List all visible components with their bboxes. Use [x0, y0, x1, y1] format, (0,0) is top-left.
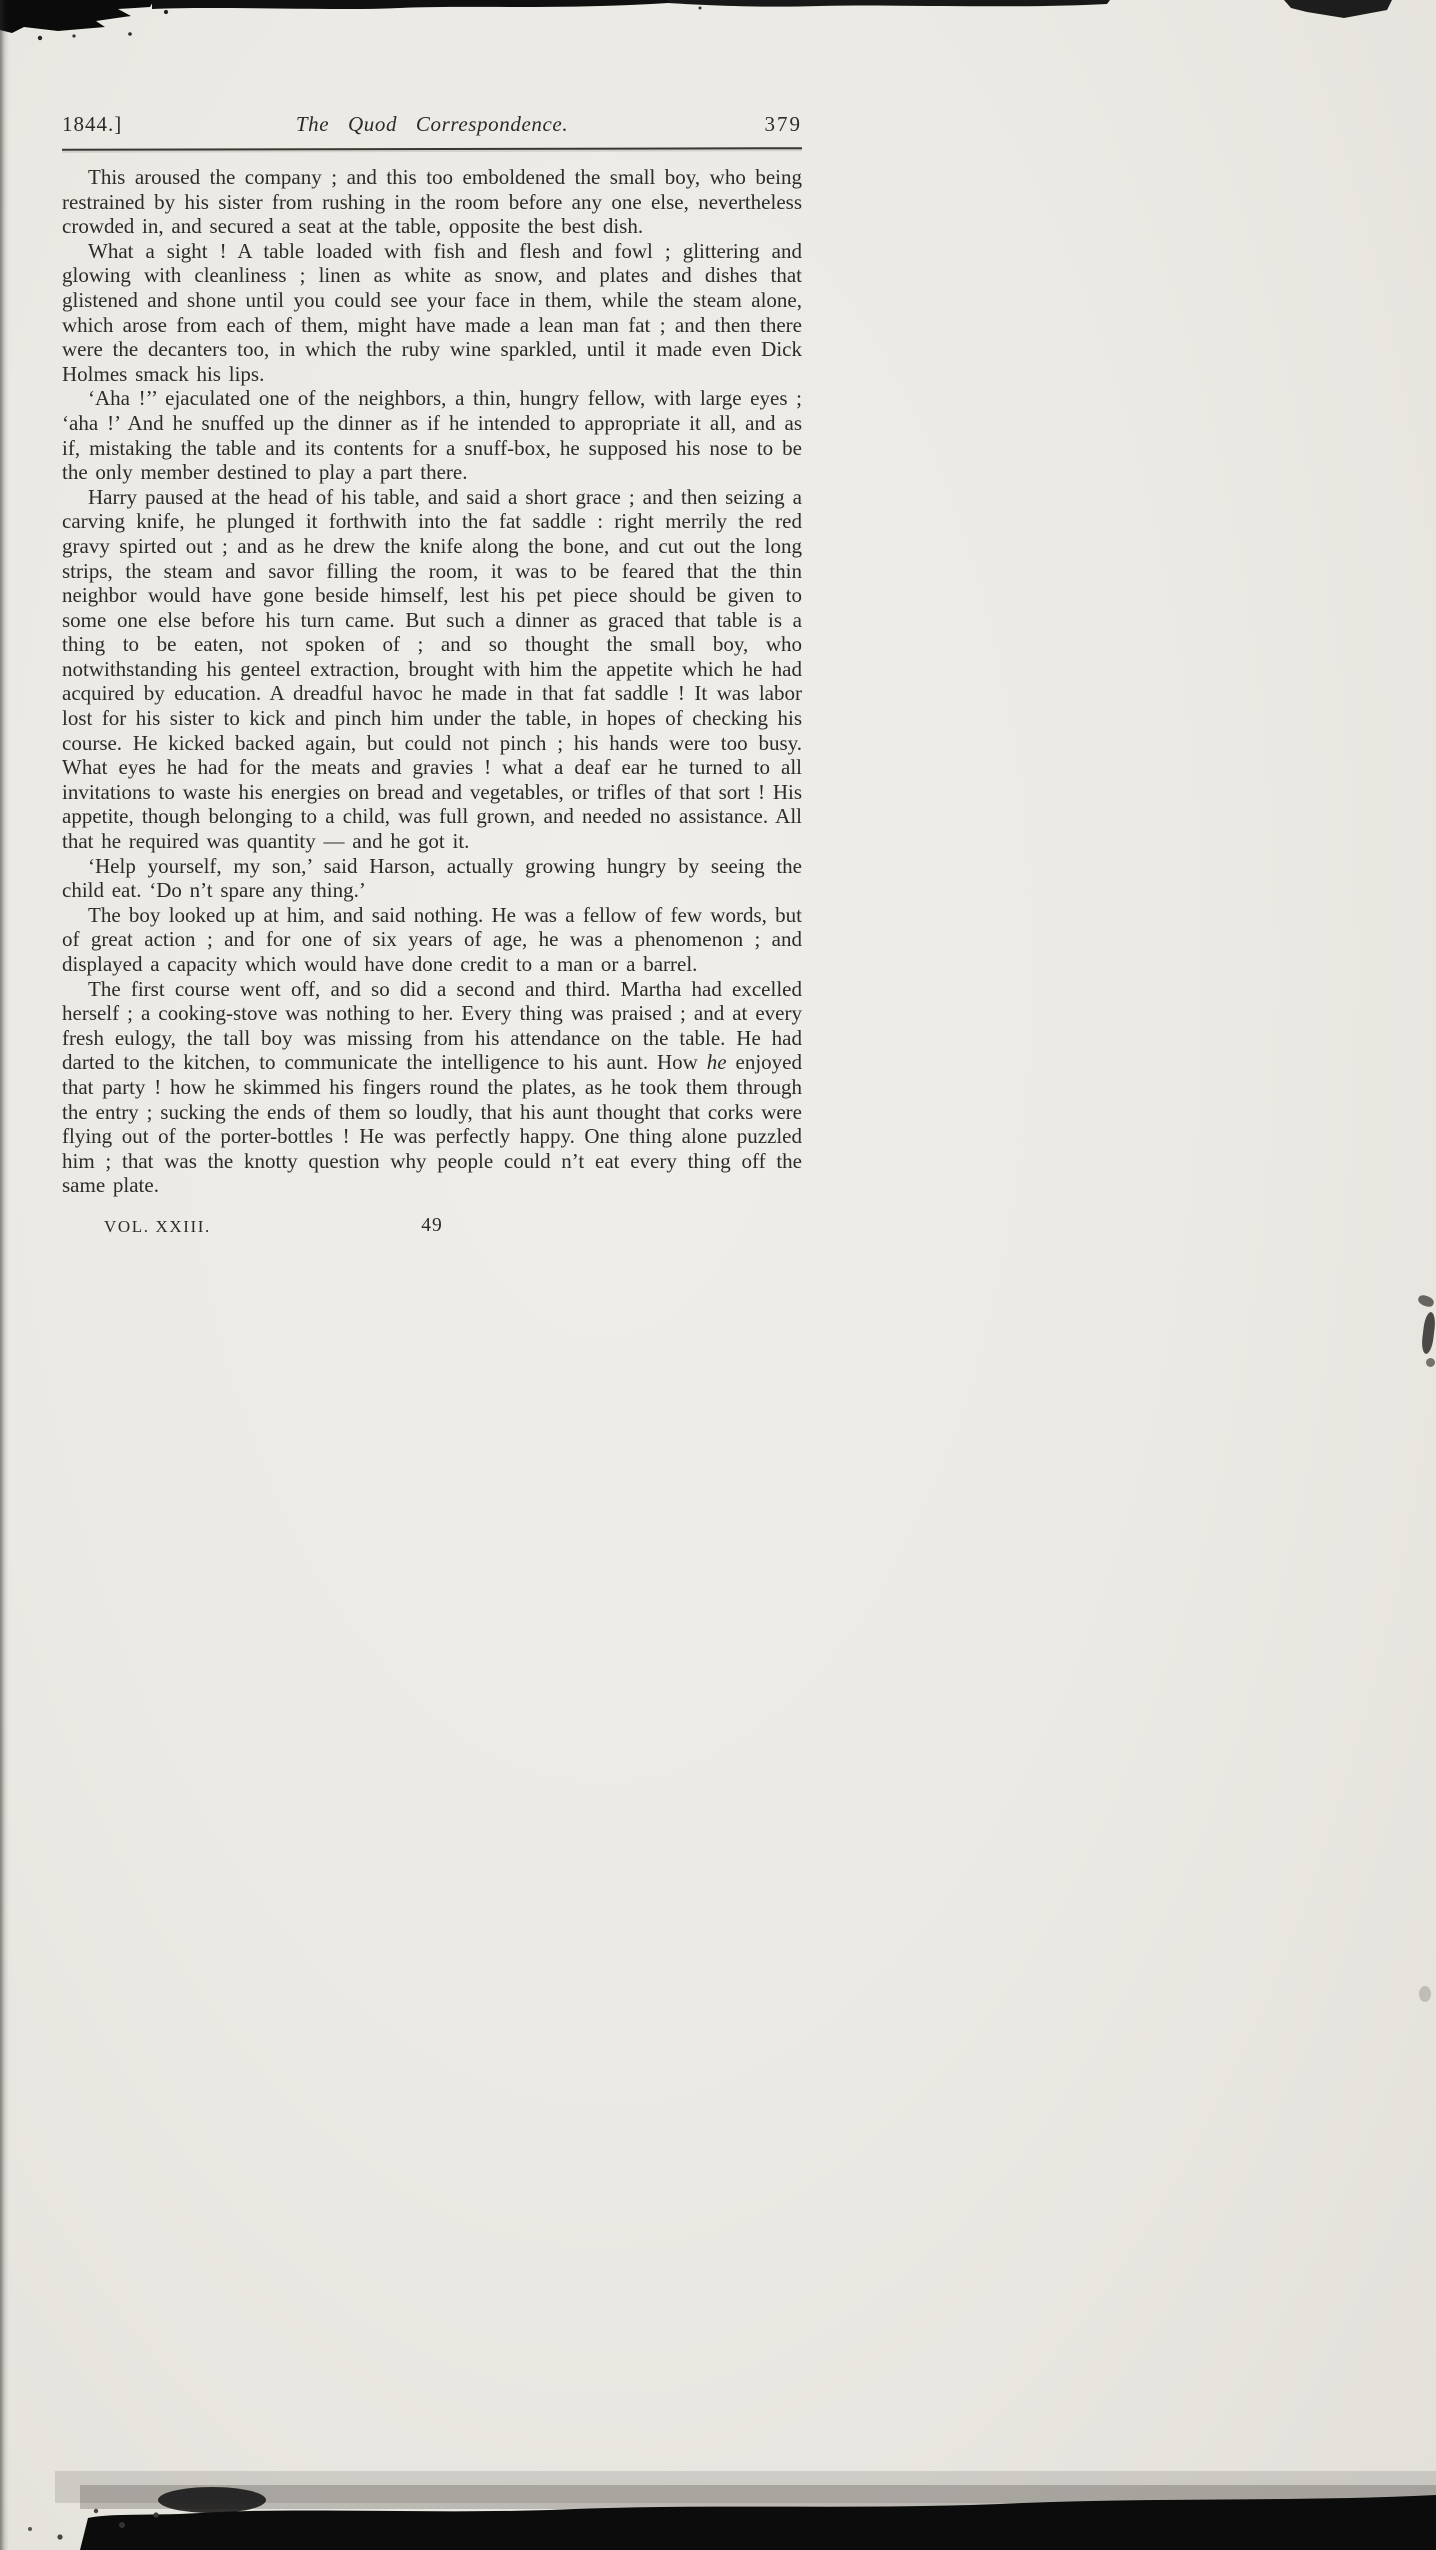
paragraph-4: Harry paused at the head of his table, and said a short grace ; and then seizing a carving knife, he plunged it forthwith into the fat saddle : right merrily the red gravy spirted out ; and as he drew the knife along the bone, and cut out the long strips, the steam and savor filling the room, it was to be feared that the thin neighbor would have gone beside himself, lest his pet piece should be given to some one else before his turn came. But such a dinner as graced that table is a thing to be eaten, not spoken of ; and so thought the small boy, who notwithstanding his genteel extraction, brought with him the appetite which he had acquired by education. A dreadful havoc he made in that fat saddle ! It was labor lost for his sister to kick and pinch him under the table, in hopes of checking his course. He kicked backed again, but could not pinch ; his hands were too busy. What eyes he had for the meats and gravies ! what a deaf ear he turned to all invitations to waste his energies on bread and vegetables, or trifles of that sort ! His appetite, though belonging to a child, was full grown, and needed no assistance. All that he required was quantity — and he got it. [62, 484, 802, 854]
header-page-number: 379 [764, 112, 802, 136]
paragraph-7-post: enjoyed that party ! how he skimmed his fingers round the plates, as he took them through the entry ; sucking the ends of them so loudly, that his aunt thought that corks were flying out of the porter-bottles ! He was perfectly happy. One thing alone puzzled him ; that was the knotty question why people could n’t eat every thing off the same plate. [62, 1050, 802, 1198]
page-footer [62, 1215, 802, 1243]
page-column [62, 112, 802, 1243]
footer-signature: 49 [421, 1214, 443, 1236]
paragraph-1: This aroused the company ; and this too emboldened the small boy, who being restrained by his sister from rushing in the room before any one else, nevertheless crowded in, and secured a seat at the table, opposite the best dish. [62, 165, 802, 239]
paragraph-5: ‘Help yourself, my son,’ said Harson, actually growing hungry by seeing the child eat. ‘Do n’t spare any thing.’ [62, 853, 802, 903]
paragraph-7-pre: The first course went off, and so did a second and third. Martha had excelled herself ; a cooking-stove was nothing to her. Every thing was praised ; and at every fresh eulogy, the tall boy was missing from his attendance on the table. He had darted to the kitchen, to communicate the intelligence to his aunt. How [62, 976, 802, 1075]
paragraph-3: ‘Aha !’’ ejaculated one of the neighbors, a thin, hungry fellow, with large eyes ; ‘aha !’ And he snuffed up the dinner as if he intended to appropriate it all, and as if, mistaking the table and its contents for a snuff-box, he supposed his nose to be the only member destined to play a part there. [62, 386, 802, 485]
scan-artifact-bottom [0, 2455, 1436, 2550]
header-rule [62, 147, 802, 151]
paragraph-2: What a sight ! A table loaded with fish and flesh and fowl ; glittering and glowing with cleanliness ; linen as white as snow, and plates and dishes that glistened and shone until you could see your face in them, while the steam alone, which arose from each of them, might have made a lean man fat ; and then there were the decanters too, in which the ruby wine sparkled, until it made even Dick Holmes smack his lips. [62, 238, 802, 386]
body-text [62, 165, 802, 1198]
paragraph-6: The boy looked up at him, and said nothing. He was a fellow of few words, but of great action ; and for one of six years of age, he was a phenomenon ; and displayed a capacity which would have done credit to a man or a barrel. [62, 902, 802, 976]
paragraph-7 [62, 977, 802, 1198]
scan-edge-left [0, 0, 9, 2550]
scan-artifact-top [0, 0, 1436, 48]
header-title: The Quod Correspondence. [295, 112, 569, 136]
scan-smudge [1426, 1358, 1435, 1367]
running-head [62, 112, 802, 137]
scan-smudge [1417, 1293, 1436, 1308]
footer-volume: VOL. XXIII. [104, 1216, 211, 1236]
scan-smudge [1419, 1986, 1431, 2002]
header-year: 1844.] [62, 112, 123, 136]
scan-smudge [1420, 1311, 1436, 1354]
paragraph-7-italic-word: he [706, 1050, 727, 1075]
